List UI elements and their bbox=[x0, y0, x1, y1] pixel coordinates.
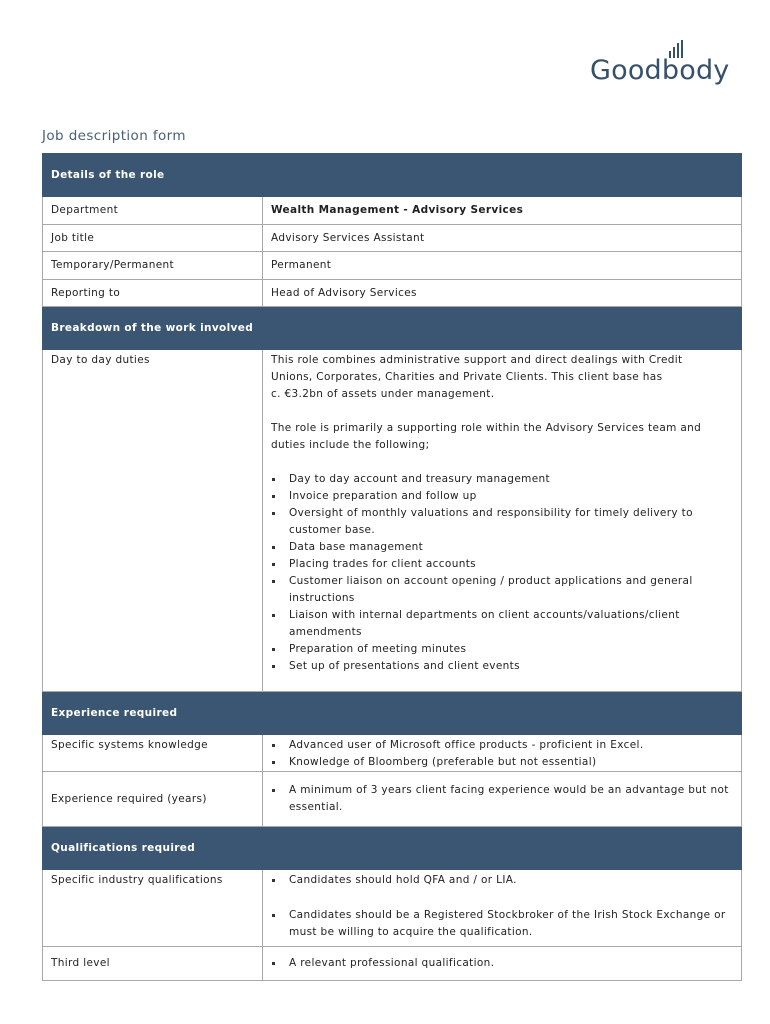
table-row bbox=[43, 197, 742, 225]
list-item: Customer liaison on account opening / product applications and general instructions bbox=[271, 573, 733, 607]
table-row bbox=[43, 870, 742, 947]
third-level-cell bbox=[263, 947, 742, 981]
list-item: Liaison with internal departments on client accounts/valuations/client amendments bbox=[271, 607, 733, 641]
table-row bbox=[43, 772, 742, 827]
list-item: A minimum of 3 years client facing experience would be an advantage but not essential. bbox=[271, 782, 733, 816]
row-label: Job title bbox=[43, 225, 263, 252]
years-cell bbox=[263, 772, 742, 827]
intro-line: Unions, Corporates, Charities and Private Clients. This client base has bbox=[271, 371, 663, 383]
list-item: Advanced user of Microsoft office products - proficient in Excel. bbox=[271, 737, 733, 754]
years-list bbox=[271, 782, 733, 816]
list-item: Set up of presentations and client events bbox=[271, 658, 733, 675]
row-value: Head of Advisory Services bbox=[263, 280, 742, 307]
row-value: Permanent bbox=[263, 252, 742, 280]
table-row bbox=[43, 280, 742, 307]
section-title: Details of the role bbox=[43, 154, 742, 197]
list-item: Invoice preparation and follow up bbox=[271, 488, 733, 505]
row-label: Day to day duties bbox=[43, 350, 263, 692]
row-label: Temporary/Permanent bbox=[43, 252, 263, 280]
section-title: Experience required bbox=[43, 692, 742, 735]
row-label: Third level bbox=[43, 947, 263, 981]
industry-cell bbox=[263, 870, 742, 947]
table-row bbox=[43, 252, 742, 280]
industry-list bbox=[271, 872, 733, 941]
list-item: Preparation of meeting minutes bbox=[271, 641, 733, 658]
section-title: Breakdown of the work involved bbox=[43, 307, 742, 350]
list-item: Candidates should hold QFA and / or LIA. bbox=[271, 872, 733, 889]
row-label: Department bbox=[43, 197, 263, 225]
table-row bbox=[43, 225, 742, 252]
role-line: duties include the following; bbox=[271, 439, 430, 451]
systems-cell bbox=[263, 735, 742, 772]
section-header-experience bbox=[43, 692, 742, 735]
intro-line: c. €3.2bn of assets under management. bbox=[271, 388, 495, 400]
list-item: Knowledge of Bloomberg (preferable but not essential) bbox=[271, 754, 733, 771]
form-title: Job description form bbox=[42, 128, 186, 144]
section-header-qualifications bbox=[43, 827, 742, 870]
third-level-list bbox=[271, 955, 733, 972]
intro-line: This role combines administrative support and direct dealings with Credit bbox=[271, 354, 683, 366]
job-description-table bbox=[42, 153, 742, 981]
list-item: Candidates should be a Registered Stockbroker of the Irish Stock Exchange or must be willing to acquire the qualification. bbox=[271, 907, 733, 941]
row-label: Specific industry qualifications bbox=[43, 870, 263, 947]
duties-cell bbox=[263, 350, 742, 692]
row-value: Wealth Management - Advisory Services bbox=[263, 197, 742, 225]
goodbody-logo bbox=[590, 40, 750, 94]
list-item: Data base management bbox=[271, 539, 733, 556]
role-line: The role is primarily a supporting role within the Advisory Services team and bbox=[271, 422, 702, 434]
table-row bbox=[43, 350, 742, 692]
section-header-breakdown bbox=[43, 307, 742, 350]
table-row bbox=[43, 735, 742, 772]
row-label: Reporting to bbox=[43, 280, 263, 307]
row-label: Experience required (years) bbox=[43, 772, 263, 827]
brand-name: Goodbody bbox=[590, 55, 730, 86]
duties-list bbox=[271, 471, 733, 675]
table-row bbox=[43, 947, 742, 981]
list-item: A relevant professional qualification. bbox=[271, 955, 733, 972]
list-item: Placing trades for client accounts bbox=[271, 556, 733, 573]
row-label: Specific systems knowledge bbox=[43, 735, 263, 772]
systems-list bbox=[271, 737, 733, 771]
section-title: Qualifications required bbox=[43, 827, 742, 870]
row-value: Advisory Services Assistant bbox=[263, 225, 742, 252]
list-item: Day to day account and treasury management bbox=[271, 471, 733, 488]
section-header-details bbox=[43, 154, 742, 197]
list-item: Oversight of monthly valuations and responsibility for timely delivery to customer base. bbox=[271, 505, 733, 539]
